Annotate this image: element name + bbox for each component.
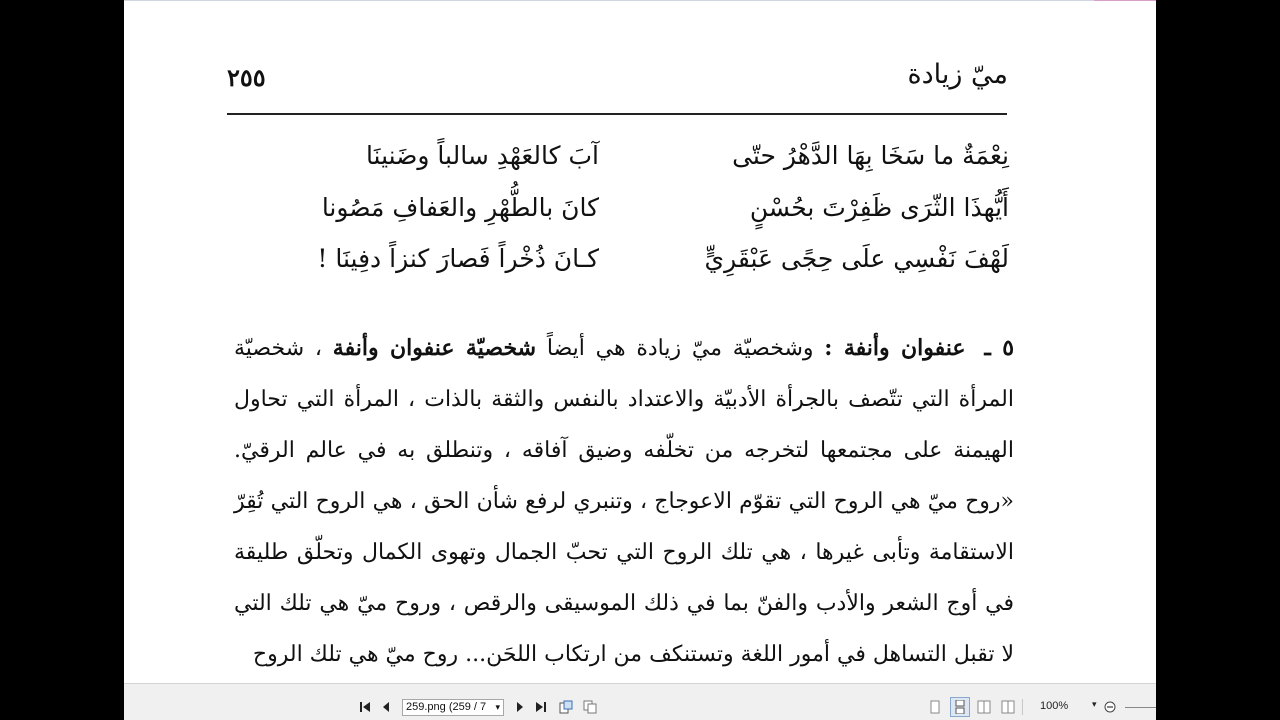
last-page-icon[interactable] [534,698,548,716]
facing-pages-icon[interactable] [976,698,992,716]
chevron-down-icon: ▾ [495,702,500,712]
paragraph-title: عنفوان وأنفة : [824,335,966,361]
status-separator [1022,699,1023,715]
single-page-icon[interactable] [928,698,942,716]
document-page[interactable] [124,1,1156,683]
book-view-icon[interactable] [1000,698,1016,716]
page-number: ٢٥٥ [227,63,266,92]
continuous-page-icon[interactable] [950,697,970,717]
verse-hemistich-left: كـانَ ذُخْراً فَصارَ كنزاً دفِينَا ! [317,244,599,273]
paragraph-text-2: ، شخصيّة المرأة التي تتّصف بالجرأة الأدبيّة والاعتداد بالنفس والثقة بالذات ، المرأة التي تحاول الهيمنة على مجتمعها لتخرجه من تخلّفه وضيق آفاقه ، وتنطلق به في عالم الرقيّ. «روح ميّ هي الروح التي تقوّم الاعوجاج ، وتنبري لرفع شأن الحق ، هي الروح التي تُقِرّ الاستقامة وتأبى غيرها ، هي تلك الروح التي تحبّ الجمال وتهوى الكمال وتحلّق طليقة في أوج الشعر والأدب والفنّ بما في ذلك الموسيقى والرقص ، وروح ميّ هي تلك التي لا تقبل التساهل في أمور اللغة وتستنكف من ارتكاب اللحَن... روح ميّ هي تلك الروح [234,336,1014,667]
verse-line-2 [239,193,1009,233]
chevron-down-icon[interactable]: ▾ [1092,699,1097,709]
verse-hemistich-right: نِعْمَةٌ ما سَخَا بِهَا الدَّهْرُ حتّى [732,141,1009,170]
paragraph-text-1: وشخصيّة ميّ زيادة هي أيضاً [546,336,814,361]
copy-icon[interactable] [582,698,598,716]
first-page-icon[interactable] [358,698,372,716]
document-viewer [124,0,1156,720]
running-header-author: ميّ زيادة [907,59,1008,90]
verse-line-1 [239,141,1009,181]
file-page-select[interactable] [402,699,504,716]
status-bar [124,683,1156,720]
file-page-select-value: 259.png (259 / 7 [406,701,487,713]
header-rule [227,113,1007,115]
zoom-out-icon[interactable] [1103,698,1117,716]
fit-page-icon[interactable] [558,698,574,716]
paragraph-bold-phrase: شخصيّة عنفوان وأنفة [332,335,537,361]
verse-hemistich-left: آبَ كالعَهْدِ سالباً وضَنينَا [365,141,599,170]
body-paragraph [234,323,1014,680]
prev-page-icon[interactable] [380,698,392,716]
zoom-level[interactable]: 100% [1040,700,1069,712]
next-page-icon[interactable] [514,698,526,716]
paragraph-number: ٥ ـ [984,335,1015,361]
verse-hemistich-right: أَيُّهذَا الثّرَى ظَفِرْتَ بحُسْنٍ [749,193,1009,222]
verse-hemistich-left: كانَ بالطُّهْرِ والعَفافِ مَصُونا [321,193,599,222]
verse-line-3 [239,244,1009,284]
verse-hemistich-right: لَهْفَ نَفْسِي علَى حِجًى عَبْقَرِيٍّ [704,244,1009,273]
zoom-slider[interactable] [1125,707,1156,708]
